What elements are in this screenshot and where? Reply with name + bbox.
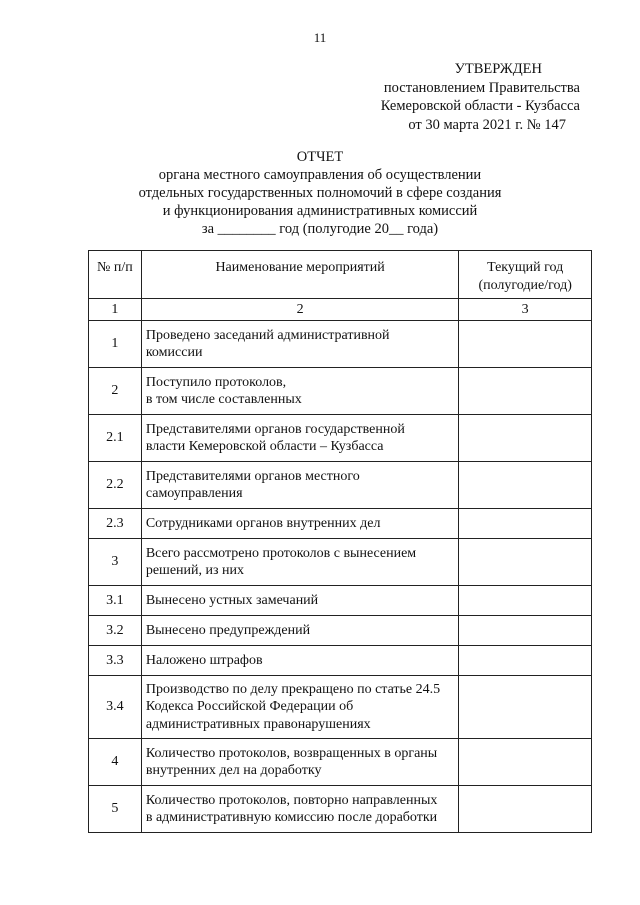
column-number: 1: [89, 299, 142, 321]
row-name-line: внутренних дел на доработку: [145, 763, 322, 778]
page-number: 11: [313, 30, 327, 45]
row-name: [141, 739, 459, 786]
table-body: [89, 299, 592, 833]
row-value: [459, 539, 592, 586]
header-current-year: [459, 251, 592, 299]
row-number: 3.1: [89, 586, 142, 616]
row-name: [141, 462, 459, 509]
row-value: [459, 786, 592, 833]
header-current-line-2: (полугодие/год): [478, 277, 572, 293]
row-value: [459, 676, 592, 739]
table-row: [89, 646, 592, 676]
column-number: 2: [141, 299, 459, 321]
row-name-line: Проведено заседаний административной: [145, 327, 390, 343]
row-number: 2.1: [89, 415, 142, 462]
row-name: [141, 616, 459, 646]
row-name-line: решений, из них: [145, 563, 245, 578]
row-number: 3.3: [89, 646, 142, 676]
approval-line-3: от 30 марта 2021 г. № 147: [408, 116, 566, 133]
report-title: [0, 148, 640, 238]
table-row: [89, 368, 592, 415]
row-value: [459, 415, 592, 462]
header-num: № п/п: [89, 251, 142, 299]
table-header-row: [89, 251, 592, 299]
approval-line-2: Кемеровской области - Кузбасса: [380, 98, 580, 114]
column-number-row: [89, 299, 592, 321]
row-value: [459, 368, 592, 415]
table-row: [89, 321, 592, 368]
row-name-line: административных правонарушениях: [145, 716, 371, 732]
row-name: [141, 586, 459, 616]
row-name: [141, 321, 459, 368]
report-title-line-2: отдельных государственных полномочий в сфере создания: [138, 185, 502, 201]
row-name-line: Кодекса Российской Федерации об: [145, 699, 354, 715]
row-name-line: Поступило протоколов,: [145, 374, 287, 390]
table-row: [89, 739, 592, 786]
row-number: 3.2: [89, 616, 142, 646]
table-row: [89, 539, 592, 586]
report-title-line-1: органа местного самоуправления об осуществлении: [158, 167, 482, 183]
row-name-line: Представителями органов местного: [145, 468, 360, 484]
approval-heading: УТВЕРЖДЕН: [454, 61, 542, 77]
table-row: [89, 462, 592, 509]
approval-stamp: [348, 60, 580, 134]
row-number: 5: [89, 786, 142, 833]
report-heading: ОТЧЕТ: [296, 149, 344, 165]
row-name: [141, 509, 459, 539]
row-name-line: Представителями органов государственной: [145, 421, 405, 437]
row-value: [459, 646, 592, 676]
row-value: [459, 616, 592, 646]
row-name: [141, 539, 459, 586]
table-row: [89, 786, 592, 833]
row-value: [459, 739, 592, 786]
row-name: [141, 415, 459, 462]
table-row: [89, 415, 592, 462]
row-name-line: Количество протоколов, повторно направленных: [145, 792, 438, 808]
row-name-line: Всего рассмотрено протоколов с вынесением: [145, 545, 417, 561]
approval-line-1: постановлением Правительства: [383, 79, 580, 96]
row-name-line: в административную комиссию после доработки: [145, 810, 438, 825]
row-name-line: самоуправления: [145, 486, 243, 501]
header-name: Наименование мероприятий: [141, 251, 459, 299]
row-name-line: власти Кемеровской области – Кузбасса: [145, 439, 384, 454]
row-number: 2: [89, 368, 142, 415]
row-name: [141, 646, 459, 676]
column-number: 3: [459, 299, 592, 321]
row-name: [141, 368, 459, 415]
row-name-line: Производство по делу прекращено по статье 24.5: [145, 681, 441, 697]
table-row: [89, 676, 592, 739]
table-row: [89, 586, 592, 616]
row-name-line: Сотрудниками органов внутренних дел: [145, 515, 381, 531]
header-current-line-1: Текущий год: [487, 260, 564, 275]
row-number: 2.2: [89, 462, 142, 509]
row-value: [459, 321, 592, 368]
row-value: [459, 586, 592, 616]
row-name-line: Количество протоколов, возвращенных в органы: [145, 745, 438, 761]
row-name-line: Наложено штрафов: [145, 652, 263, 668]
row-name: [141, 786, 459, 833]
report-title-line-3: и функционирования административных комиссий: [162, 203, 478, 219]
table-row: [89, 509, 592, 539]
row-name-line: комиссии: [145, 345, 203, 360]
row-number: 3: [89, 539, 142, 586]
row-number: 1: [89, 321, 142, 368]
report-period-line: за ________ год (полугодие 20__ года): [201, 221, 439, 237]
row-number: 4: [89, 739, 142, 786]
row-number: 3.4: [89, 676, 142, 739]
row-value: [459, 509, 592, 539]
row-name-line: Вынесено устных замечаний: [145, 592, 319, 608]
row-name-line: в том числе составленных: [145, 392, 302, 407]
report-table: [88, 250, 592, 833]
table-row: [89, 616, 592, 646]
row-value: [459, 462, 592, 509]
row-name-line: Вынесено предупреждений: [145, 622, 311, 638]
row-number: 2.3: [89, 509, 142, 539]
row-name: [141, 676, 459, 739]
